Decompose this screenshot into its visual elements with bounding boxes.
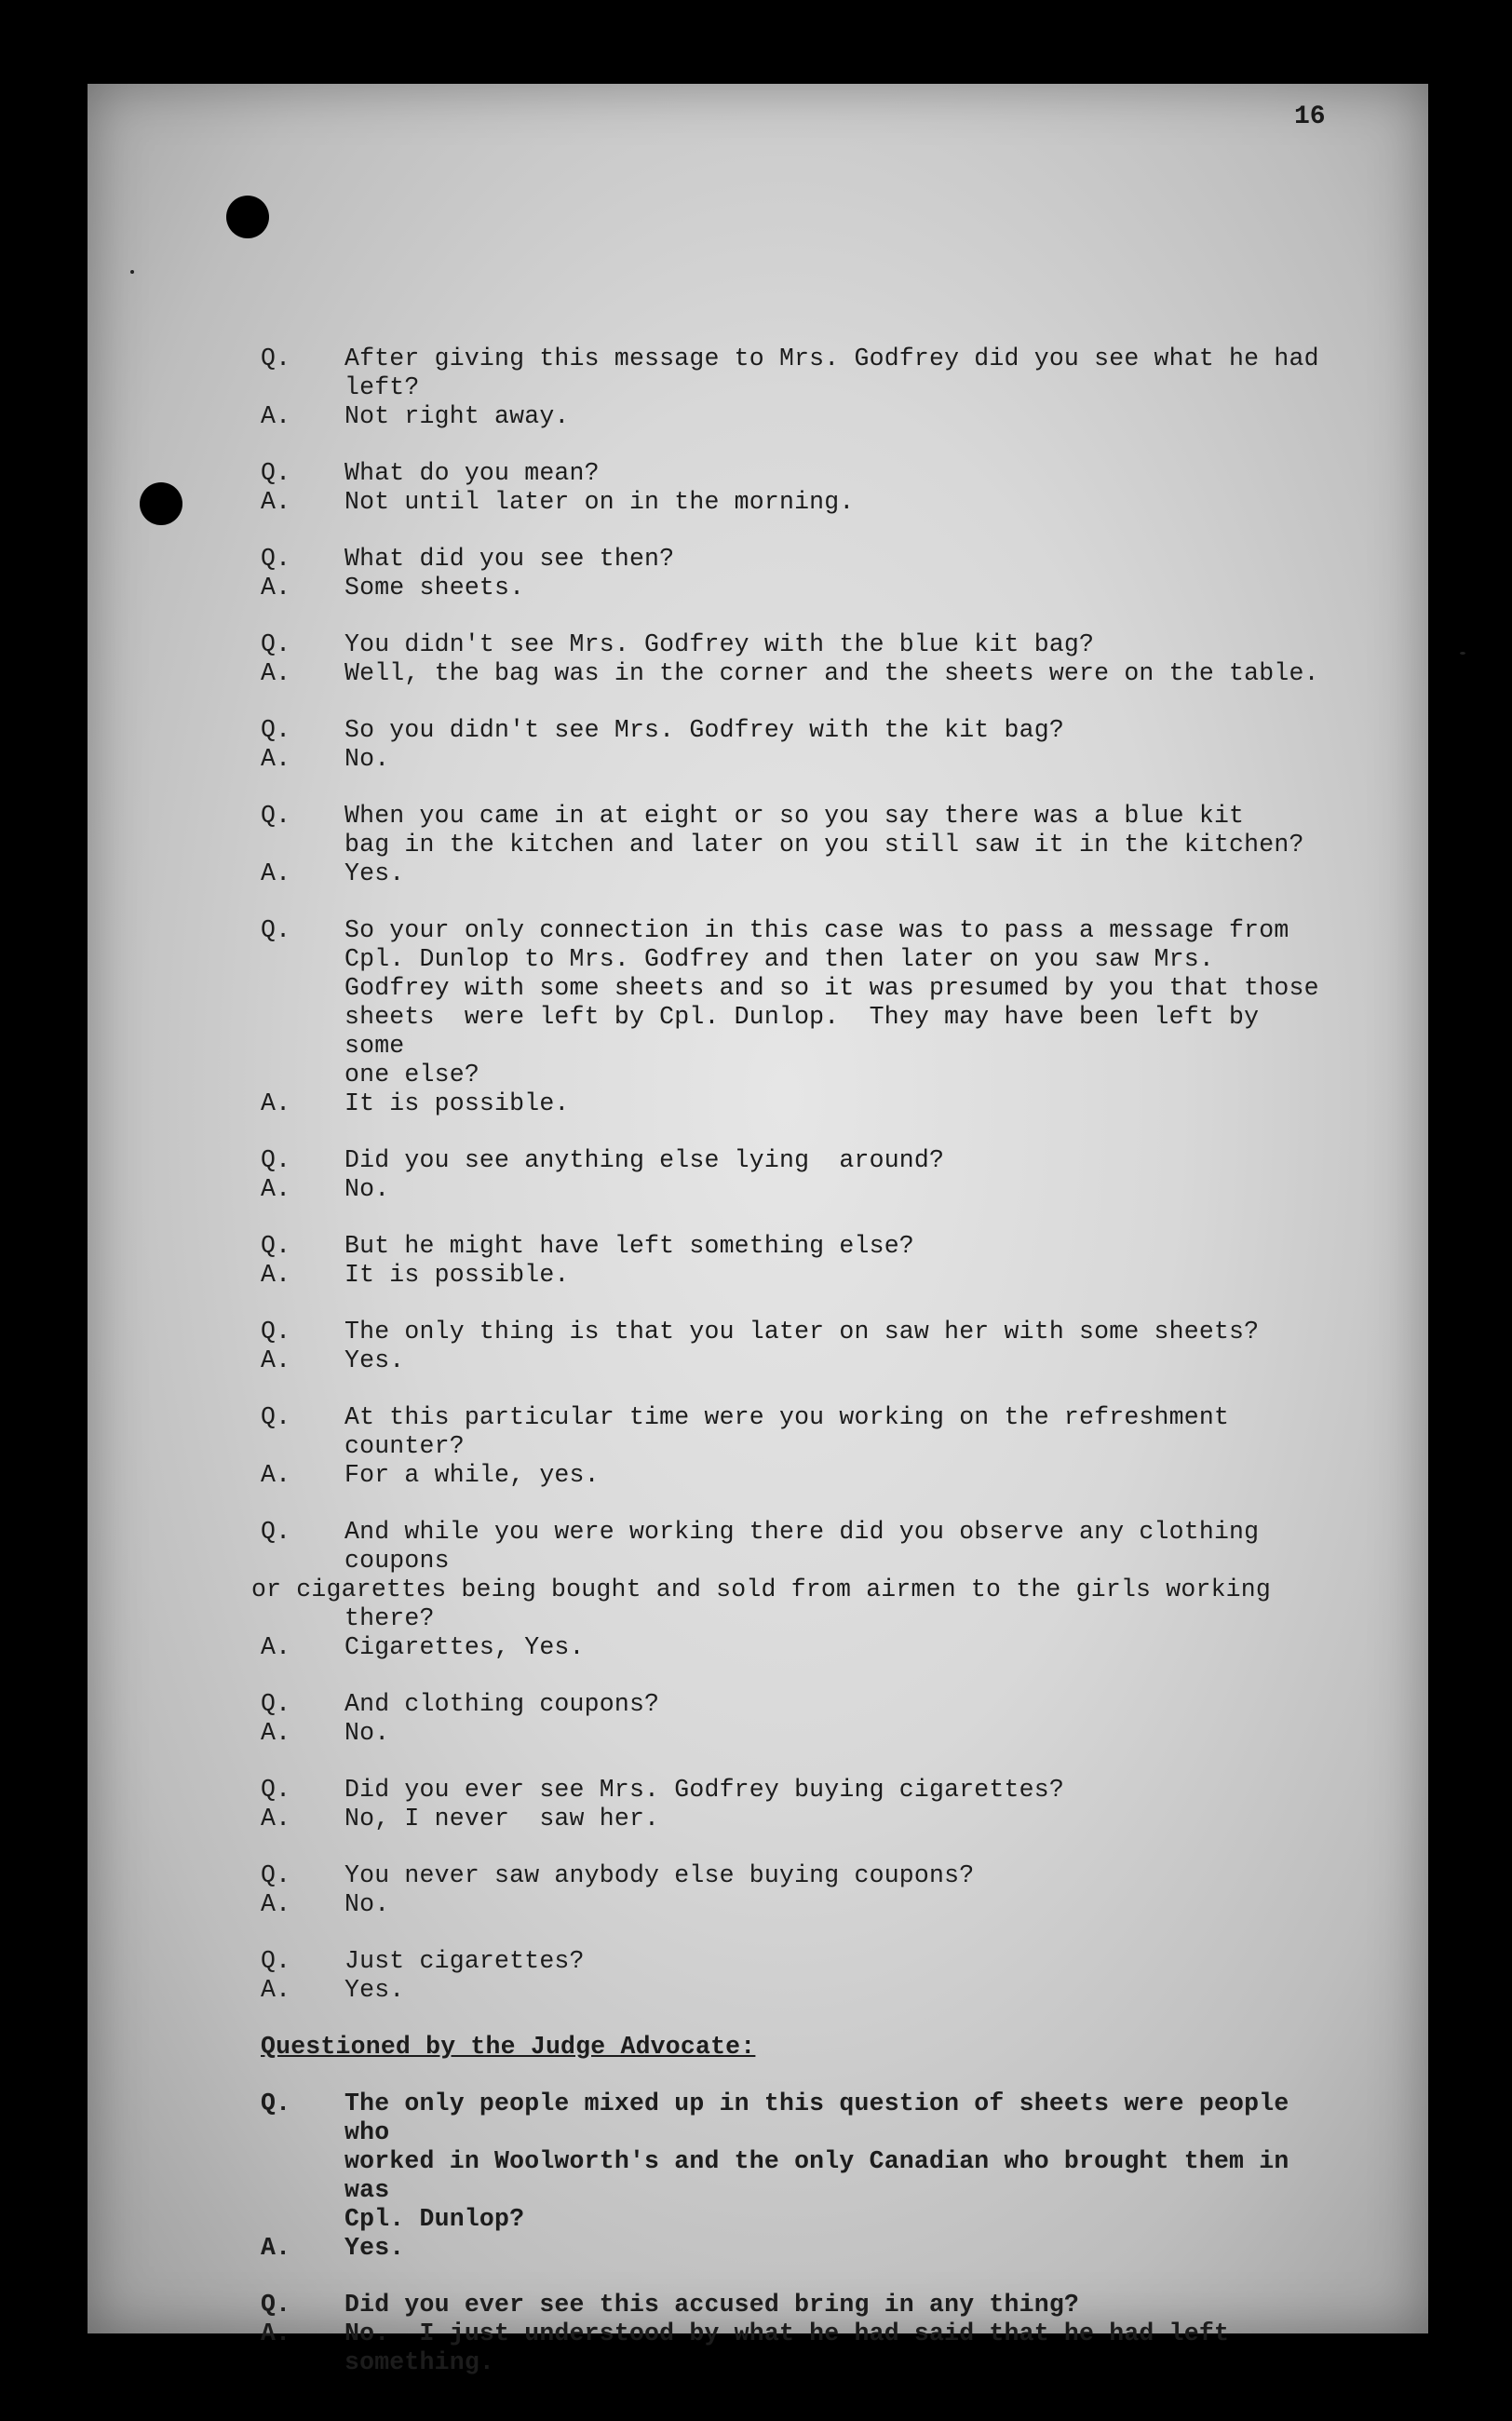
question-line — [261, 716, 1331, 745]
question-line — [261, 1861, 1331, 1890]
answer-tag: A. — [261, 402, 291, 430]
question-line — [261, 1947, 1331, 1976]
question-tag: Q. — [261, 916, 291, 944]
question-line — [261, 1690, 1331, 1719]
answer-line — [261, 488, 1331, 517]
qa-exchange — [261, 630, 1331, 688]
question-tag: Q. — [261, 2090, 291, 2117]
question-tag: Q. — [261, 1690, 291, 1718]
question-line — [261, 1232, 1331, 1261]
answer-text: Cigarettes, Yes. — [344, 1633, 585, 1661]
answer-text: Some sheets. — [344, 574, 525, 602]
question-tag: Q. — [261, 630, 291, 658]
exchange-clothing-coupons — [251, 1518, 1331, 1662]
question-text: Just cigarettes? — [344, 1947, 585, 1975]
question-text: The only thing is that you later on saw her with some sheets? — [344, 1318, 1260, 1346]
question-text: Godfrey with some sheets and so it was presumed by you that those — [344, 974, 1319, 1002]
qa-exchange — [261, 1776, 1331, 1833]
qa-exchange — [261, 2291, 1331, 2377]
question-text: one else? — [344, 1061, 479, 1089]
transcript — [251, 345, 1331, 2405]
question-text: Did you see anything else lying around? — [344, 1146, 945, 1174]
question-text: Cpl. Dunlop? — [344, 2205, 525, 2233]
question-line — [261, 545, 1331, 574]
answer-tag: A. — [261, 1175, 291, 1203]
answer-text: No. — [344, 745, 390, 773]
qa-exchange — [261, 916, 1331, 1118]
qa-exchange — [261, 802, 1331, 888]
answer-text: Yes. — [344, 2234, 405, 2262]
answer-line — [261, 1890, 1331, 1919]
answer-tag: A. — [261, 745, 291, 773]
question-tag: Q. — [261, 1232, 291, 1260]
answer-line — [261, 402, 1331, 431]
qa-exchange — [261, 1690, 1331, 1748]
speck — [1460, 652, 1465, 655]
answer-line — [261, 1261, 1331, 1290]
question-text: So your only connection in this case was to pass a message from — [344, 916, 1289, 944]
answer-tag: A. — [261, 1890, 291, 1918]
question-text: But he might have left something else? — [344, 1232, 914, 1260]
question-line — [261, 2291, 1331, 2320]
answer-text: No. — [344, 1175, 390, 1203]
speck — [130, 270, 134, 274]
answer-line — [261, 659, 1331, 688]
answer-tag: A. — [261, 1089, 291, 1117]
answer-tag: A. — [261, 1805, 291, 1833]
page-number: 16 — [1294, 102, 1326, 131]
question-line — [261, 916, 1331, 945]
answer-text: Yes. — [344, 1976, 405, 2004]
question-tag: Q. — [261, 1318, 291, 1346]
qa-exchange — [261, 1403, 1331, 1490]
question-tag: Q. — [261, 716, 291, 744]
punch-hole-top — [226, 196, 269, 238]
question-tag: Q. — [261, 1947, 291, 1975]
answer-line — [261, 1175, 1331, 1204]
answer-line — [261, 2320, 1331, 2377]
question-text: Did you ever see Mrs. Godfrey buying cigarettes? — [344, 1776, 1064, 1804]
question-text: When you came in at eight or so you say there was a blue kit — [344, 802, 1245, 830]
question-line — [261, 459, 1331, 488]
question-line — [261, 1776, 1331, 1805]
question-text: sheets were left by Cpl. Dunlop. They may have been left by some — [344, 1003, 1275, 1060]
answer-line — [261, 2234, 1331, 2263]
answer-text: Yes. — [344, 859, 405, 887]
question-tag: Q. — [261, 802, 291, 830]
question-text: Cpl. Dunlop to Mrs. Godfrey and then later on you saw Mrs. — [344, 945, 1214, 973]
question-text: left? — [344, 373, 420, 401]
answer-tag: A. — [261, 1633, 291, 1661]
qa-exchange — [261, 716, 1331, 774]
question-line — [261, 345, 1331, 373]
question-text: What do you mean? — [344, 459, 600, 487]
section-heading: Questioned by the Judge Advocate: — [261, 2033, 756, 2061]
punch-hole-middle — [140, 482, 182, 525]
qa-exchange — [261, 459, 1331, 517]
question-tag: Q. — [261, 2291, 291, 2319]
question-text: After giving this message to Mrs. Godfrey did you see what he had — [344, 345, 1319, 372]
question-line — [261, 2090, 1331, 2147]
exchange-group-3 — [261, 2090, 1331, 2377]
answer-text: Not until later on in the morning. — [344, 488, 855, 516]
question-line — [251, 1576, 1331, 1604]
question-text: So you didn't see Mrs. Godfrey with the kit bag? — [344, 716, 1064, 744]
question-text: or cigarettes being bought and sold from airmen to the girls working — [251, 1576, 1271, 1603]
answer-text: Yes. — [344, 1346, 405, 1374]
answer-text: It is possible. — [344, 1261, 570, 1289]
answer-line — [261, 859, 1331, 888]
answer-line — [261, 1805, 1331, 1833]
question-text: And clothing coupons? — [344, 1690, 660, 1718]
question-tag: Q. — [261, 1776, 291, 1804]
answer-text: It is possible. — [344, 1089, 570, 1117]
answer-line — [261, 1976, 1331, 2005]
answer-text: Not right away. — [344, 402, 570, 430]
question-tag: Q. — [261, 1146, 291, 1174]
question-text: You never saw anybody else buying coupons? — [344, 1861, 975, 1889]
answer-tag: A. — [261, 1261, 291, 1289]
answer-line — [261, 1346, 1331, 1375]
answer-line — [261, 574, 1331, 602]
answer-line — [261, 1461, 1331, 1490]
question-text: Did you ever see this accused bring in any thing? — [344, 2291, 1080, 2319]
answer-tag: A. — [261, 659, 291, 687]
answer-tag: A. — [261, 1461, 291, 1489]
question-tag: Q. — [261, 1861, 291, 1889]
question-line — [261, 1518, 1331, 1576]
question-line — [261, 1318, 1331, 1346]
question-text: worked in Woolworth's and the only Canadian who brought them in was — [344, 2147, 1304, 2204]
question-tag: Q. — [261, 1518, 291, 1546]
answer-text: Well, the bag was in the corner and the sheets were on the table. — [344, 659, 1319, 687]
answer-line — [261, 1719, 1331, 1748]
answer-tag: A. — [261, 574, 291, 602]
question-line — [261, 630, 1331, 659]
answer-tag: A. — [261, 2320, 291, 2347]
question-text: And while you were working there did you observe any clothing coupons — [344, 1518, 1275, 1575]
question-text: You didn't see Mrs. Godfrey with the blue kit bag? — [344, 630, 1095, 658]
question-text: At this particular time were you working on the refreshment counter? — [344, 1403, 1245, 1460]
qa-exchange — [261, 1947, 1331, 2005]
answer-tag: A. — [261, 1346, 291, 1374]
answer-line — [261, 1089, 1331, 1118]
qa-exchange — [261, 1232, 1331, 1290]
question-tag: Q. — [261, 1403, 291, 1431]
answer-text: No, I never saw her. — [344, 1805, 660, 1833]
answer-tag: A. — [261, 1719, 291, 1747]
answer-line — [261, 745, 1331, 774]
answer-text: No. — [344, 1890, 390, 1918]
question-text: The only people mixed up in this question of sheets were people who — [344, 2090, 1304, 2146]
answer-tag: A. — [261, 2234, 291, 2262]
question-text: bag in the kitchen and later on you still saw it in the kitchen? — [344, 831, 1304, 859]
exchange-group-1 — [261, 345, 1331, 1490]
qa-exchange — [261, 345, 1331, 431]
answer-text: No. — [344, 1719, 390, 1747]
qa-exchange — [261, 1861, 1331, 1919]
question-line — [261, 802, 1331, 831]
answer-tag: A. — [261, 859, 291, 887]
answer-text: No. I just understood by what he had said that he had left something. — [344, 2320, 1245, 2376]
answer-tag: A. — [261, 1976, 291, 2004]
answer-line — [261, 1633, 1331, 1662]
question-text: there? — [344, 1604, 435, 1632]
exchange-group-2 — [261, 1690, 1331, 2005]
qa-exchange — [261, 1146, 1331, 1204]
question-line — [261, 1146, 1331, 1175]
answer-tag: A. — [261, 488, 291, 516]
qa-exchange — [261, 1318, 1331, 1375]
question-line — [261, 1403, 1331, 1461]
question-tag: Q. — [261, 545, 291, 573]
question-tag: Q. — [261, 345, 291, 372]
answer-text: For a while, yes. — [344, 1461, 600, 1489]
question-tag: Q. — [261, 459, 291, 487]
question-text: What did you see then? — [344, 545, 675, 573]
qa-exchange — [261, 2090, 1331, 2263]
qa-exchange — [261, 545, 1331, 602]
